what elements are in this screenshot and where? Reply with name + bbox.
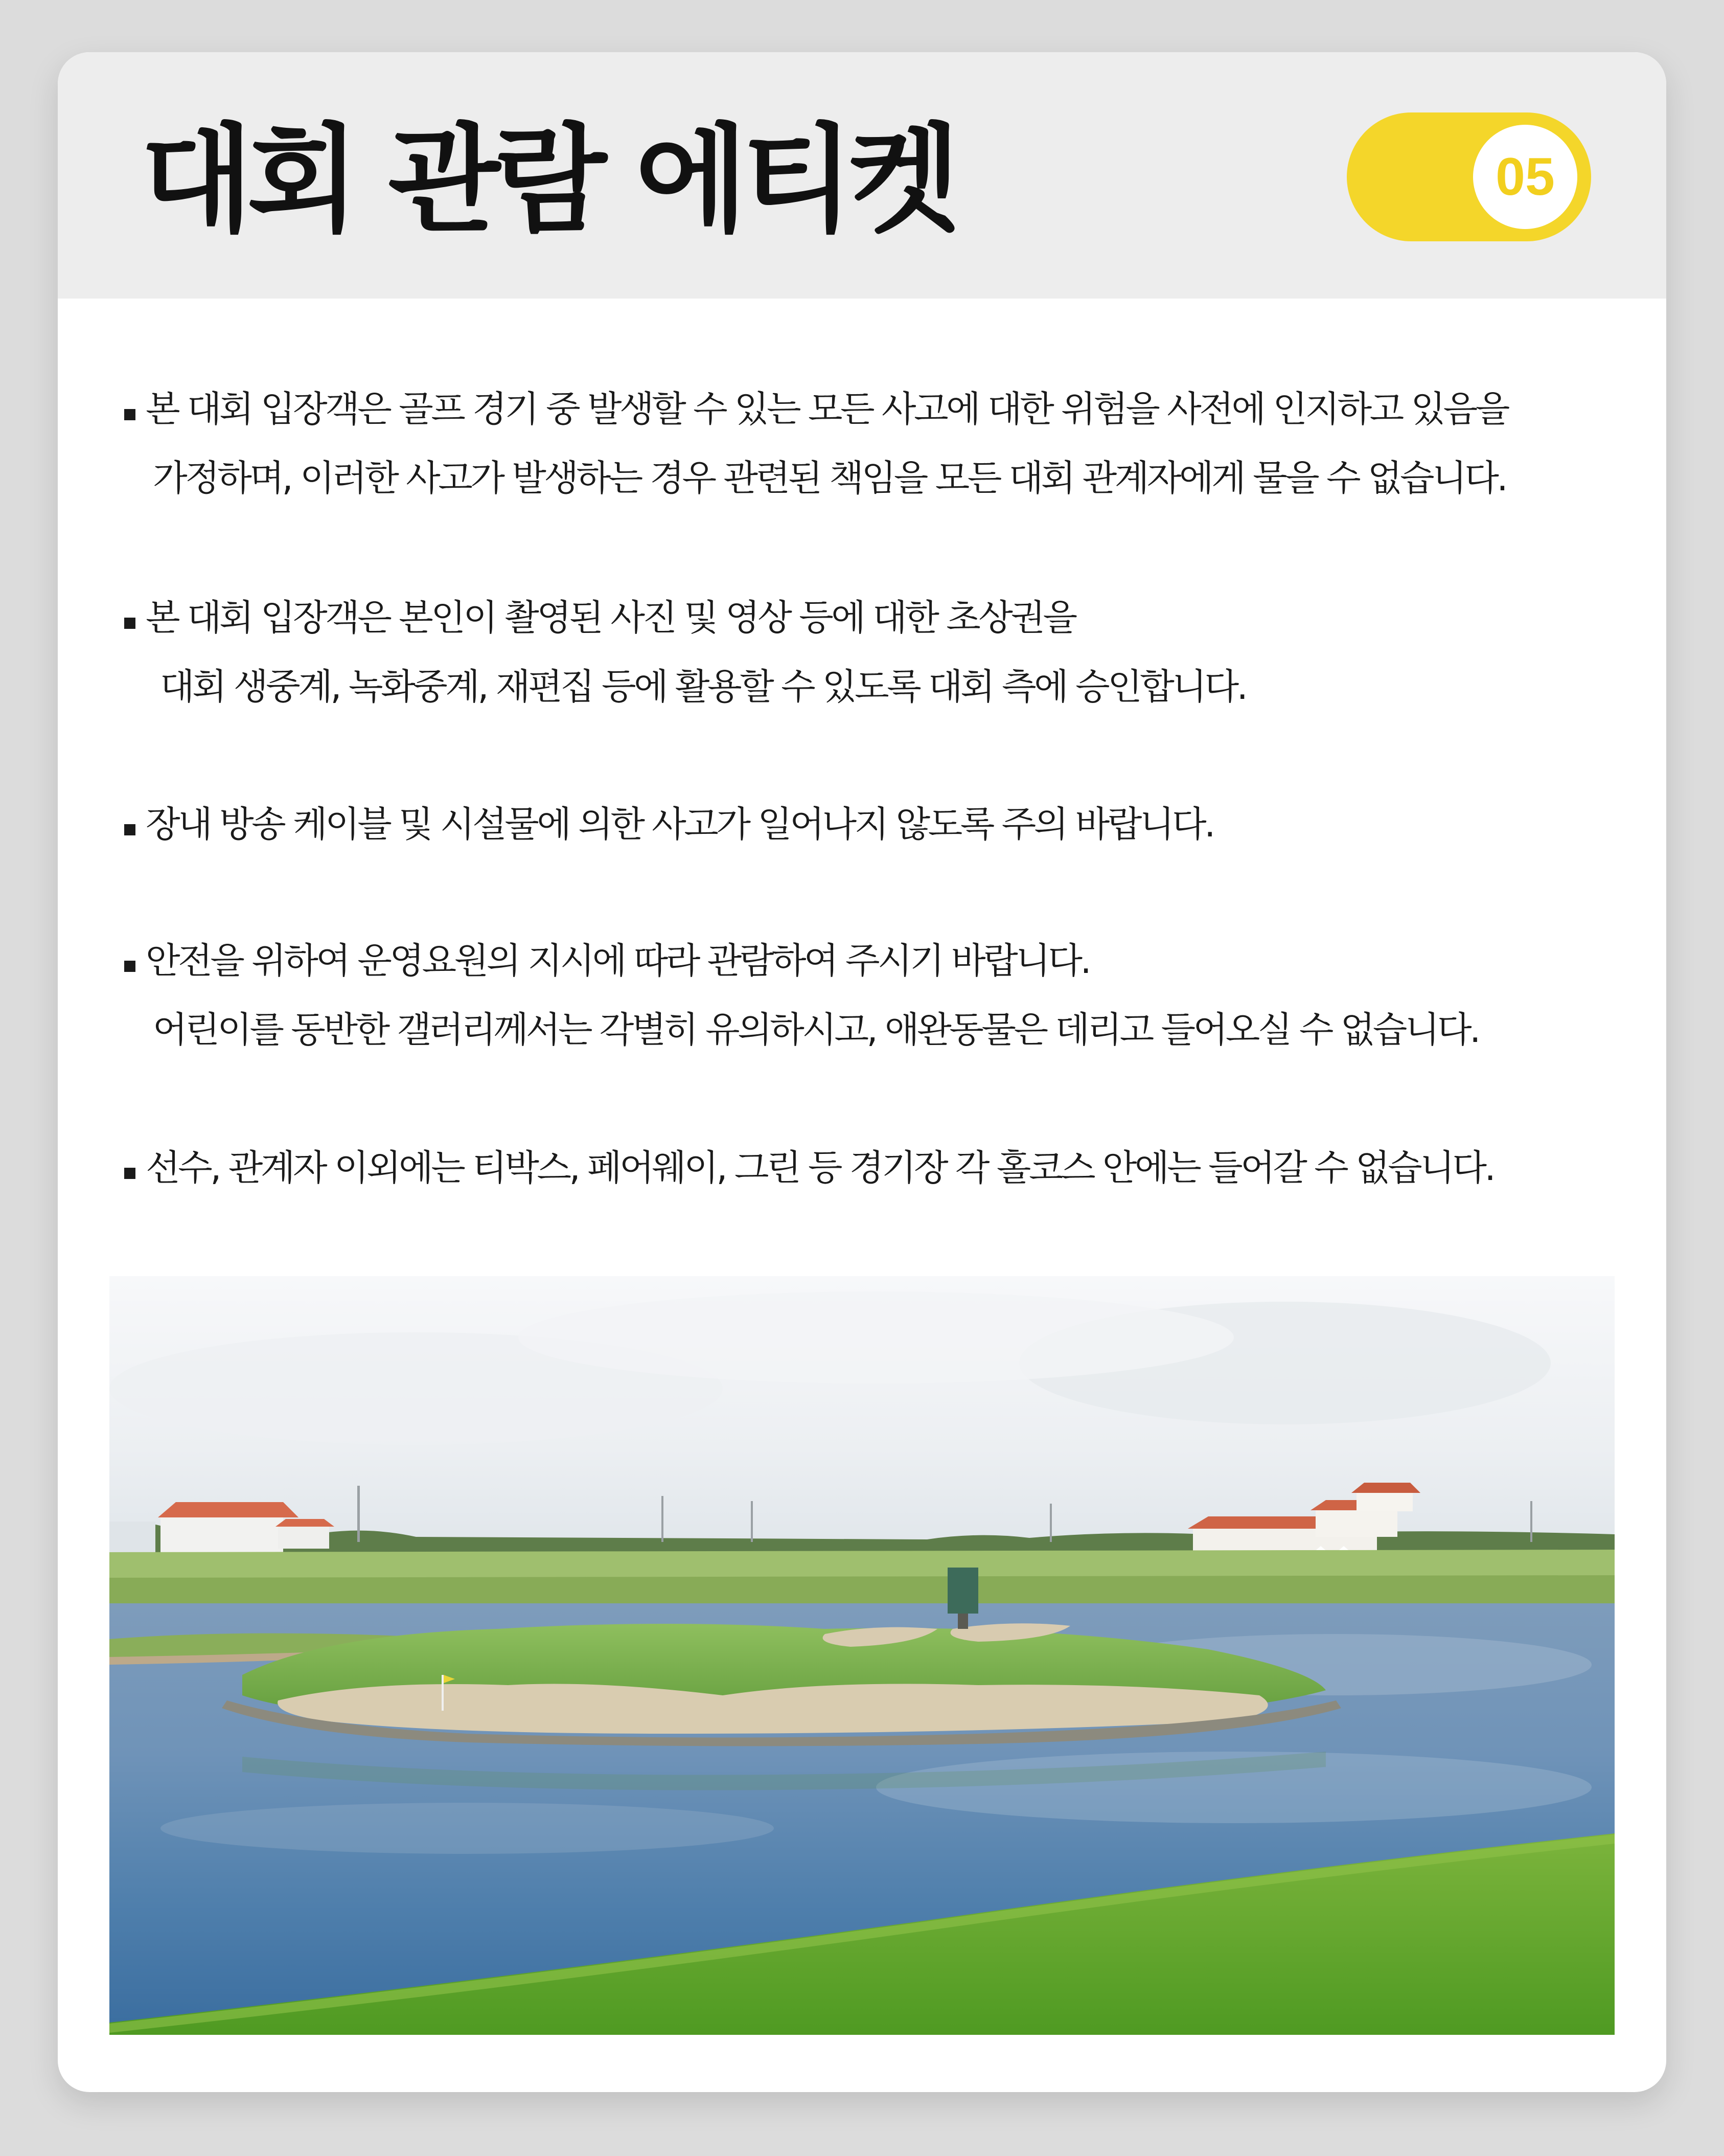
item-text-line: 선수, 관계자 이외에는 티박스, 페어웨이, 그린 등 경기장 각 홀코스 안에는 들어갈 수 없습니다. — [146, 1147, 1494, 1189]
item-text-line: 가정하며, 이러한 사고가 발생하는 경우 관련된 책임을 모든 대회 관계자에게 물을 수 없습니다. — [153, 457, 1506, 499]
item-text-line: 본 대회 입장객은 본인이 촬영된 사진 및 영상 등에 대한 초상권을 — [146, 597, 1075, 639]
golf-course-illustration — [109, 1276, 1615, 2035]
bullet-icon — [124, 824, 135, 835]
golf-course-photo — [109, 1276, 1615, 2035]
item-text-line: 본 대회 입장객은 골프 경기 중 발생할 수 있는 모든 사고에 대한 위험을 사전에 인지하고 있음을 — [146, 388, 1508, 430]
header-bar — [58, 52, 1666, 299]
item-text-line: 어린이를 동반한 갤러리께서는 각별히 유의하시고, 애완동물은 데리고 들어오실 수 없습니다. — [153, 1009, 1479, 1051]
section-number: 05 — [1473, 125, 1577, 229]
item-text-line: 장내 방송 케이블 및 시설물에 의한 사고가 일어나지 않도록 주의 바랍니다. — [146, 803, 1213, 845]
page-title: 대회 관람 에티켓 — [141, 112, 955, 248]
item-text-line: 안전을 위하여 운영요원의 지시에 따라 관람하여 주시기 바랍니다. — [146, 940, 1090, 982]
etiquette-card — [58, 52, 1666, 2092]
bullet-icon — [124, 409, 135, 420]
bullet-icon — [124, 1168, 135, 1179]
section-badge — [1347, 112, 1591, 241]
bullet-icon — [124, 961, 135, 972]
item-text-line: 대회 생중계, 녹화중계, 재편집 등에 활용할 수 있도록 대회 측에 승인합니다. — [160, 666, 1246, 708]
bullet-icon — [124, 618, 135, 629]
